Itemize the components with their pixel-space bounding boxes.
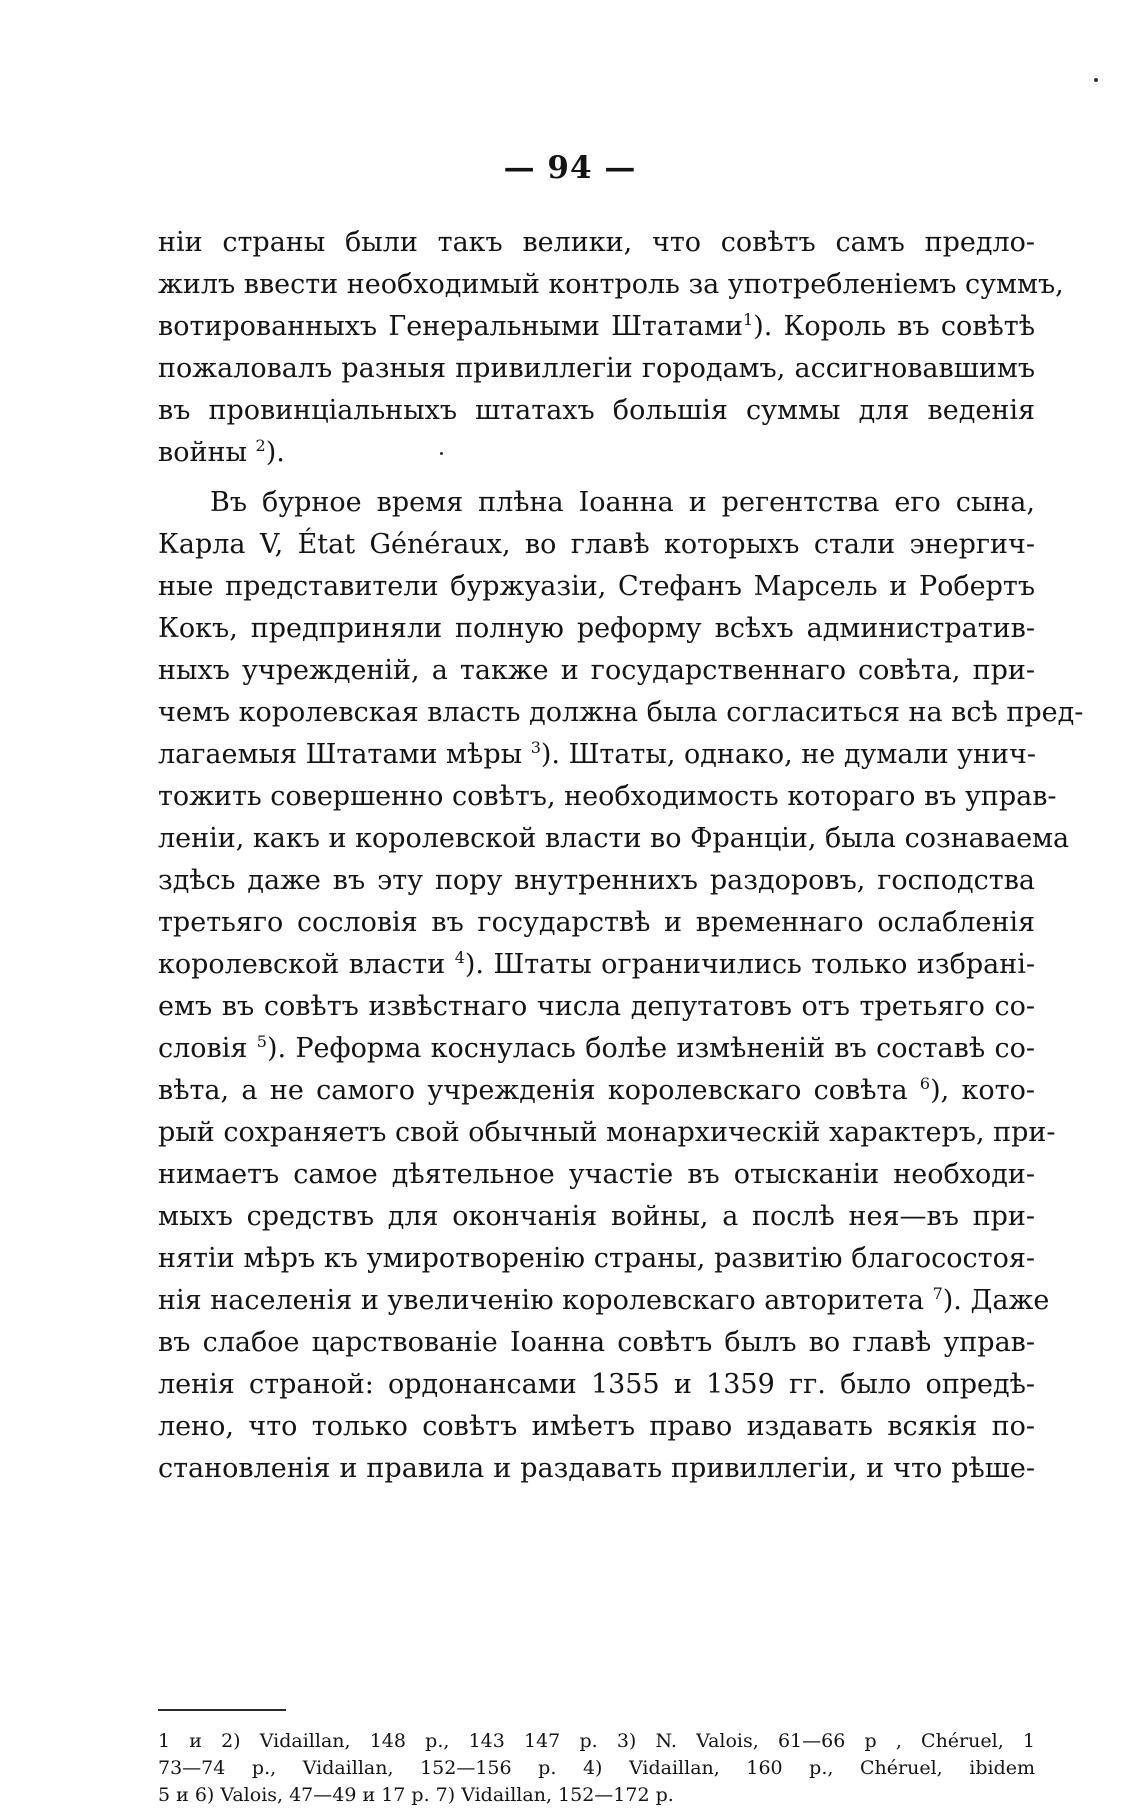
text-line: емъ въ совѣтъ извѣстнаго числа депутатовъ отъ третьяго со- [158, 991, 1035, 1022]
text-line: Кокъ, предприняли полную реформу всѣхъ административ- [158, 613, 1035, 644]
text-line: войны $^2$). [158, 436, 285, 468]
text-line: словiя $^5$). Реформа коснулась болѣе измѣненiй въ составѣ со- [158, 1032, 1035, 1064]
text-line: ленiя страной: ордонансами 1355 и 1359 гг. было опредѣ- [158, 1369, 1035, 1400]
text-line: королевской власти $^4$). Штаты ограничились только избранi- [158, 948, 1035, 980]
text-line: тожить совершенно совѣтъ, необходимость котораго въ управ- [158, 781, 1057, 812]
footnote-ref: 7 [932, 1284, 943, 1303]
text-line: въ слабое царствованiе Iоанна совѣтъ былъ во главѣ управ- [158, 1327, 1035, 1358]
footnote-ref: 6 [919, 1074, 931, 1093]
text-line: Въ бурное время плѣна Iоанна и регентства его сына, [210, 487, 1035, 518]
text-line: лено, что только совѣтъ имѣетъ право издавать всякiя по- [158, 1411, 1035, 1442]
footnote-divider [158, 1709, 286, 1711]
text-line: вѣта, а не самого учрежденiя королевскаго совѣта $^6$), кото- [158, 1074, 1035, 1106]
print-speck [1094, 78, 1098, 82]
footnote-ref: 5 [256, 1032, 267, 1051]
text-line: нимаетъ самое дѣятельное участiе въ отысканiи необходи- [158, 1159, 1035, 1190]
text-line: ные представители буржуазiи, Стефанъ Марсель и Робертъ [158, 571, 1035, 602]
text-line: здѣсь даже въ эту пору внутреннихъ раздоровъ, господства [158, 865, 1035, 896]
text-line: чемъ королевская власть должна была согласиться на всѣ пред- [158, 697, 1084, 728]
text-line: нiи страны были такъ велики, что совѣтъ самъ предло- [158, 227, 1035, 258]
footnote-line: 1 и 2) Vidaillan, 148 p., 143 147 p. 3) N. Valois, 61—66 p , Chéruel, 1 [158, 1730, 1035, 1752]
paragraph-2 [158, 482, 1084, 1490]
text-line: Карла V, État Généraux, во главѣ которыхъ стали энергич- [158, 529, 1035, 560]
text-line: становленiя и правила и раздавать привиллегiи, и что рѣше- [158, 1453, 1035, 1484]
footnotes [158, 1728, 1035, 1809]
body-text [158, 222, 1084, 1490]
text-line: рый сохраняетъ свой обычный монархическiй характеръ, при- [158, 1117, 1056, 1148]
text-line: ленiи, какъ и королевской власти во Францiи, была сознаваема [158, 823, 1070, 854]
footnote-ref: 4 [454, 948, 465, 967]
text-line: третьяго сословiя въ государствѣ и временнаго ослабленiя [158, 907, 1035, 938]
footnote-ref: 2 [255, 436, 266, 455]
text-line: жилъ ввести необходимый контроль за употребленiемъ суммъ, [158, 269, 1064, 300]
text-line: ныхъ учрежденiй, а также и государственнаго совѣта, при- [158, 655, 1035, 686]
footnote-ref: 3 [530, 738, 541, 757]
text-line: вотированныхъ Генеральными Штатами$^1$). Король въ совѣтѣ [158, 310, 1035, 342]
paragraph-1 [158, 222, 1064, 474]
text-line: нiя населенiя и увеличенiю королевскаго авторитета $^7$). Даже [158, 1284, 1050, 1316]
text-line: нятiи мѣръ къ умиротворенiю страны, развитiю благосостоя- [158, 1243, 1035, 1274]
text-line: лагаемыя Штатами мѣры $^3$). Штаты, однако, не думали унич- [158, 738, 1037, 770]
text-line: въ провинцiальныхъ штатахъ большiя суммы для веденiя [158, 395, 1035, 426]
text-line: пожаловалъ разныя привиллегiи городамъ, ассигновавшимъ [158, 353, 1035, 384]
text-line: мыхъ средствъ для окончанiя войны, а послѣ нея—въ при- [158, 1201, 1035, 1232]
page-number: — 94 — [503, 150, 637, 186]
footnote-line: 73—74 p., Vidaillan, 152—156 p. 4) Vidaillan, 160 p., Chéruel, ibidem [158, 1757, 1035, 1779]
footnote-line: 5 и 6) Valois, 47—49 и 17 p. 7) Vidaillan, 152—172 p. [158, 1784, 674, 1806]
footnote-ref: 1 [743, 310, 754, 329]
